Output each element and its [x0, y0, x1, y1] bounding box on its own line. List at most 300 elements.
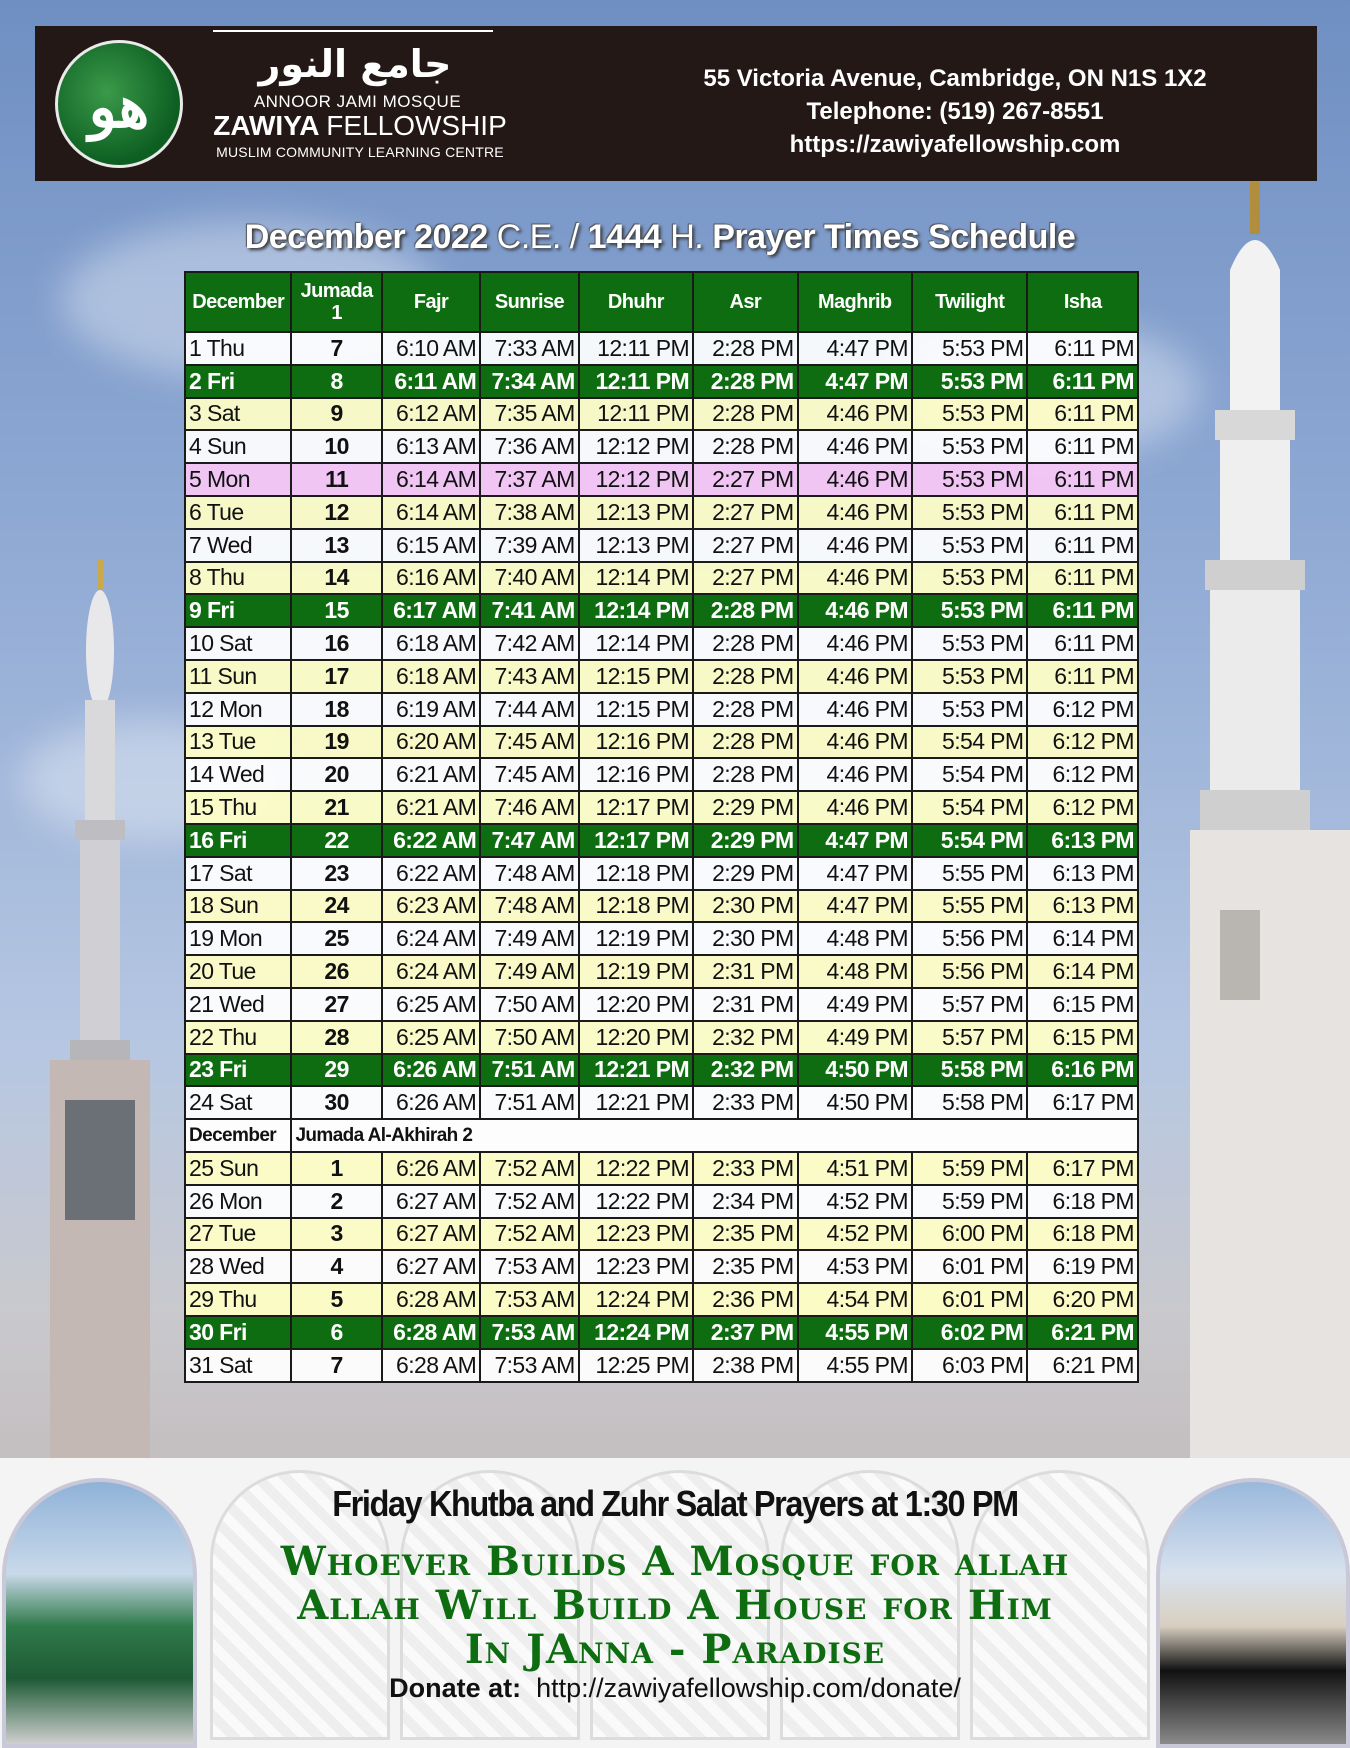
hijri-day-cell: 12	[291, 496, 381, 529]
isha-time-cell: 6:18 PM	[1027, 1185, 1138, 1218]
sunrise-time-cell: 7:52 AM	[480, 1218, 578, 1251]
sunrise-time-cell: 7:40 AM	[480, 562, 578, 595]
hijri-day-cell: 15	[291, 594, 381, 627]
maghrib-time-cell: 4:55 PM	[798, 1349, 912, 1382]
twilight-time-cell: 5:53 PM	[912, 693, 1027, 726]
maghrib-time-cell: 4:49 PM	[798, 1021, 912, 1054]
asr-time-cell: 2:28 PM	[693, 594, 797, 627]
fajr-time-cell: 6:26 AM	[382, 1086, 480, 1119]
asr-time-cell: 2:33 PM	[693, 1086, 797, 1119]
twilight-time-cell: 5:59 PM	[912, 1185, 1027, 1218]
day-cell: 21 Wed	[185, 988, 291, 1021]
sunrise-time-cell: 7:53 AM	[480, 1349, 578, 1382]
isha-time-cell: 6:11 PM	[1027, 365, 1138, 398]
hijri-day-cell: 1	[291, 1152, 381, 1185]
hijri-day-cell: 13	[291, 529, 381, 562]
fajr-time-cell: 6:25 AM	[382, 1021, 480, 1054]
twilight-time-cell: 5:59 PM	[912, 1152, 1027, 1185]
table-row	[185, 332, 1138, 365]
hijri-day-cell: 28	[291, 1021, 381, 1054]
sunrise-time-cell: 7:52 AM	[480, 1185, 578, 1218]
asr-time-cell: 2:27 PM	[693, 529, 797, 562]
asr-time-cell: 2:28 PM	[693, 430, 797, 463]
fajr-time-cell: 6:24 AM	[382, 955, 480, 988]
col-header: Isha	[1027, 272, 1138, 332]
fajr-time-cell: 6:28 AM	[382, 1316, 480, 1349]
maghrib-time-cell: 4:49 PM	[798, 988, 912, 1021]
asr-time-cell: 2:31 PM	[693, 988, 797, 1021]
maghrib-time-cell: 4:46 PM	[798, 726, 912, 759]
hijri-day-cell: 29	[291, 1054, 381, 1087]
table-row	[185, 1349, 1138, 1382]
maghrib-time-cell: 4:46 PM	[798, 791, 912, 824]
maghrib-time-cell: 4:46 PM	[798, 627, 912, 660]
hijri-day-cell: 30	[291, 1086, 381, 1119]
day-cell: 27 Tue	[185, 1218, 291, 1251]
table-row	[185, 1021, 1138, 1054]
asr-time-cell: 2:35 PM	[693, 1218, 797, 1251]
sunrise-time-cell: 7:36 AM	[480, 430, 578, 463]
maghrib-time-cell: 4:47 PM	[798, 824, 912, 857]
asr-time-cell: 2:28 PM	[693, 660, 797, 693]
twilight-time-cell: 5:56 PM	[912, 922, 1027, 955]
sunrise-time-cell: 7:53 AM	[480, 1283, 578, 1316]
isha-time-cell: 6:11 PM	[1027, 430, 1138, 463]
day-cell: 30 Fri	[185, 1316, 291, 1349]
hijri-day-cell: 23	[291, 857, 381, 890]
asr-time-cell: 2:37 PM	[693, 1316, 797, 1349]
isha-time-cell: 6:12 PM	[1027, 726, 1138, 759]
asr-time-cell: 2:28 PM	[693, 398, 797, 431]
hijri-day-cell: 9	[291, 398, 381, 431]
hijri-day-cell: 20	[291, 758, 381, 791]
asr-time-cell: 2:30 PM	[693, 890, 797, 923]
isha-time-cell: 6:13 PM	[1027, 857, 1138, 890]
isha-time-cell: 6:21 PM	[1027, 1316, 1138, 1349]
fajr-time-cell: 6:22 AM	[382, 857, 480, 890]
table-row	[185, 1218, 1138, 1251]
twilight-time-cell: 5:55 PM	[912, 890, 1027, 923]
dhuhr-time-cell: 12:18 PM	[579, 890, 693, 923]
maghrib-time-cell: 4:47 PM	[798, 332, 912, 365]
hijri-day-cell: 10	[291, 430, 381, 463]
hijri-day-cell: 5	[291, 1283, 381, 1316]
fajr-time-cell: 6:27 AM	[382, 1218, 480, 1251]
twilight-time-cell: 5:53 PM	[912, 496, 1027, 529]
twilight-time-cell: 5:54 PM	[912, 824, 1027, 857]
twilight-time-cell: 6:03 PM	[912, 1349, 1027, 1382]
fajr-time-cell: 6:17 AM	[382, 594, 480, 627]
isha-time-cell: 6:14 PM	[1027, 922, 1138, 955]
dhuhr-time-cell: 12:17 PM	[579, 791, 693, 824]
asr-time-cell: 2:33 PM	[693, 1152, 797, 1185]
maghrib-time-cell: 4:50 PM	[798, 1086, 912, 1119]
dhuhr-time-cell: 12:11 PM	[579, 365, 693, 398]
isha-time-cell: 6:14 PM	[1027, 955, 1138, 988]
organization-name	[200, 110, 520, 142]
sunrise-time-cell: 7:43 AM	[480, 660, 578, 693]
dhuhr-time-cell: 12:20 PM	[579, 988, 693, 1021]
fajr-time-cell: 6:24 AM	[382, 922, 480, 955]
asr-time-cell: 2:28 PM	[693, 758, 797, 791]
hijri-day-cell: 26	[291, 955, 381, 988]
dhuhr-time-cell: 12:13 PM	[579, 496, 693, 529]
fajr-time-cell: 6:21 AM	[382, 791, 480, 824]
table-row	[185, 365, 1138, 398]
sunrise-time-cell: 7:35 AM	[480, 398, 578, 431]
hijri-day-cell: 17	[291, 660, 381, 693]
twilight-time-cell: 5:54 PM	[912, 726, 1027, 759]
table-row	[185, 627, 1138, 660]
sunrise-time-cell: 7:53 AM	[480, 1316, 578, 1349]
day-cell: 10 Sat	[185, 627, 291, 660]
isha-time-cell: 6:11 PM	[1027, 332, 1138, 365]
maghrib-time-cell: 4:53 PM	[798, 1250, 912, 1283]
twilight-time-cell: 5:56 PM	[912, 955, 1027, 988]
day-cell: 12 Mon	[185, 693, 291, 726]
title-h: H.	[661, 218, 713, 256]
fajr-time-cell: 6:27 AM	[382, 1185, 480, 1218]
isha-time-cell: 6:12 PM	[1027, 758, 1138, 791]
maghrib-time-cell: 4:46 PM	[798, 430, 912, 463]
twilight-time-cell: 6:02 PM	[912, 1316, 1027, 1349]
fajr-time-cell: 6:28 AM	[382, 1283, 480, 1316]
dhuhr-time-cell: 12:21 PM	[579, 1054, 693, 1087]
table-row	[185, 496, 1138, 529]
col-header: Asr	[693, 272, 797, 332]
sunrise-time-cell: 7:38 AM	[480, 496, 578, 529]
asr-time-cell: 2:28 PM	[693, 726, 797, 759]
maghrib-time-cell: 4:46 PM	[798, 594, 912, 627]
day-cell: 31 Sat	[185, 1349, 291, 1382]
day-cell: 5 Mon	[185, 463, 291, 496]
fajr-time-cell: 6:12 AM	[382, 398, 480, 431]
twilight-time-cell: 5:58 PM	[912, 1086, 1027, 1119]
fajr-time-cell: 6:11 AM	[382, 365, 480, 398]
day-cell: 22 Thu	[185, 1021, 291, 1054]
dhuhr-time-cell: 12:16 PM	[579, 726, 693, 759]
maghrib-time-cell: 4:47 PM	[798, 365, 912, 398]
isha-time-cell: 6:20 PM	[1027, 1283, 1138, 1316]
organization-name-light: FELLOWSHIP	[326, 110, 507, 141]
green-dome-image	[2, 1478, 197, 1748]
col-header: Dhuhr	[579, 272, 693, 332]
twilight-time-cell: 5:53 PM	[912, 529, 1027, 562]
hijri-day-cell: 24	[291, 890, 381, 923]
sunrise-time-cell: 7:34 AM	[480, 365, 578, 398]
verse-line-3: In JAnna - Paradise	[464, 1626, 886, 1673]
dhuhr-time-cell: 12:14 PM	[579, 562, 693, 595]
dhuhr-time-cell: 12:13 PM	[579, 529, 693, 562]
isha-time-cell: 6:11 PM	[1027, 594, 1138, 627]
isha-time-cell: 6:15 PM	[1027, 988, 1138, 1021]
divider-month-label: December	[185, 1119, 291, 1152]
donate-label: Donate at	[389, 1673, 513, 1703]
table-row	[185, 562, 1138, 595]
contact-block	[655, 62, 1255, 161]
fajr-time-cell: 6:18 AM	[382, 660, 480, 693]
dhuhr-time-cell: 12:19 PM	[579, 955, 693, 988]
dhuhr-time-cell: 12:15 PM	[579, 693, 693, 726]
table-header-row	[185, 272, 1138, 332]
dhuhr-time-cell: 12:15 PM	[579, 660, 693, 693]
table-row	[185, 922, 1138, 955]
header-banner	[35, 26, 1317, 181]
sunrise-time-cell: 7:48 AM	[480, 857, 578, 890]
dhuhr-time-cell: 12:20 PM	[579, 1021, 693, 1054]
twilight-time-cell: 5:53 PM	[912, 398, 1027, 431]
asr-time-cell: 2:38 PM	[693, 1349, 797, 1382]
title-ce: C.E. /	[487, 218, 588, 256]
isha-time-cell: 6:11 PM	[1027, 496, 1138, 529]
dhuhr-time-cell: 12:23 PM	[579, 1250, 693, 1283]
day-cell: 25 Sun	[185, 1152, 291, 1185]
isha-time-cell: 6:12 PM	[1027, 693, 1138, 726]
fajr-time-cell: 6:27 AM	[382, 1250, 480, 1283]
twilight-time-cell: 5:53 PM	[912, 562, 1027, 595]
dhuhr-time-cell: 12:16 PM	[579, 758, 693, 791]
twilight-time-cell: 5:57 PM	[912, 1021, 1027, 1054]
table-row	[185, 726, 1138, 759]
page-title	[180, 218, 1140, 257]
hijri-day-cell: 22	[291, 824, 381, 857]
col-header: Maghrib	[798, 272, 912, 332]
maghrib-time-cell: 4:50 PM	[798, 1054, 912, 1087]
twilight-time-cell: 6:01 PM	[912, 1250, 1027, 1283]
hijri-day-cell: 2	[291, 1185, 381, 1218]
day-cell: 4 Sun	[185, 430, 291, 463]
table-row	[185, 1152, 1138, 1185]
hijri-day-cell: 25	[291, 922, 381, 955]
maghrib-time-cell: 4:52 PM	[798, 1218, 912, 1251]
table-row	[185, 1316, 1138, 1349]
day-cell: 3 Sat	[185, 398, 291, 431]
maghrib-time-cell: 4:46 PM	[798, 562, 912, 595]
left-minaret-image	[40, 560, 170, 1460]
day-cell: 19 Mon	[185, 922, 291, 955]
fajr-time-cell: 6:23 AM	[382, 890, 480, 923]
table-row	[185, 988, 1138, 1021]
fajr-time-cell: 6:25 AM	[382, 988, 480, 1021]
hijri-day-cell: 7	[291, 1349, 381, 1382]
dhuhr-time-cell: 12:14 PM	[579, 594, 693, 627]
donate-separator: :	[512, 1673, 537, 1703]
sunrise-time-cell: 7:45 AM	[480, 726, 578, 759]
col-header: Twilight	[912, 272, 1027, 332]
fajr-time-cell: 6:19 AM	[382, 693, 480, 726]
asr-time-cell: 2:36 PM	[693, 1283, 797, 1316]
fajr-time-cell: 6:13 AM	[382, 430, 480, 463]
col-header: Sunrise	[480, 272, 578, 332]
table-row	[185, 758, 1138, 791]
table-row	[185, 660, 1138, 693]
sunrise-time-cell: 7:50 AM	[480, 988, 578, 1021]
day-cell: 15 Thu	[185, 791, 291, 824]
donate-link[interactable]: http://zawiyafellowship.com/donate/	[536, 1673, 961, 1703]
isha-time-cell: 6:21 PM	[1027, 1349, 1138, 1382]
table-row	[185, 1283, 1138, 1316]
table-row	[185, 463, 1138, 496]
sunrise-time-cell: 7:49 AM	[480, 955, 578, 988]
day-cell: 28 Wed	[185, 1250, 291, 1283]
table-row	[185, 594, 1138, 627]
telephone: Telephone: (519) 267-8551	[806, 98, 1104, 125]
verse-line-2: Allah Will Build A House for Him	[297, 1582, 1053, 1629]
fajr-time-cell: 6:15 AM	[382, 529, 480, 562]
twilight-time-cell: 5:53 PM	[912, 660, 1027, 693]
mosque-logo	[55, 40, 183, 168]
hijri-day-cell: 18	[291, 693, 381, 726]
twilight-time-cell: 6:00 PM	[912, 1218, 1027, 1251]
fajr-time-cell: 6:28 AM	[382, 1349, 480, 1382]
asr-time-cell: 2:35 PM	[693, 1250, 797, 1283]
fajr-time-cell: 6:10 AM	[382, 332, 480, 365]
maghrib-time-cell: 4:48 PM	[798, 955, 912, 988]
hijri-day-cell: 19	[291, 726, 381, 759]
fajr-time-cell: 6:26 AM	[382, 1152, 480, 1185]
day-cell: 7 Wed	[185, 529, 291, 562]
sunrise-time-cell: 7:52 AM	[480, 1152, 578, 1185]
asr-time-cell: 2:29 PM	[693, 824, 797, 857]
asr-time-cell: 2:29 PM	[693, 857, 797, 890]
dhuhr-time-cell: 12:14 PM	[579, 627, 693, 660]
table-row	[185, 857, 1138, 890]
dhuhr-time-cell: 12:11 PM	[579, 398, 693, 431]
maghrib-time-cell: 4:46 PM	[798, 758, 912, 791]
twilight-time-cell: 5:54 PM	[912, 791, 1027, 824]
dhuhr-time-cell: 12:12 PM	[579, 463, 693, 496]
isha-time-cell: 6:11 PM	[1027, 562, 1138, 595]
asr-time-cell: 2:29 PM	[693, 791, 797, 824]
asr-time-cell: 2:28 PM	[693, 693, 797, 726]
table-row	[185, 1250, 1138, 1283]
website-link[interactable]: https://zawiyafellowship.com	[789, 131, 1121, 158]
asr-time-cell: 2:28 PM	[693, 365, 797, 398]
verse-line-1: Whoever Builds A Mosque for allah	[280, 1538, 1070, 1585]
title-schedule: Prayer Times Schedule	[712, 218, 1076, 256]
asr-time-cell: 2:31 PM	[693, 955, 797, 988]
hijri-day-cell: 11	[291, 463, 381, 496]
hijri-day-cell: 3	[291, 1218, 381, 1251]
maghrib-time-cell: 4:46 PM	[798, 693, 912, 726]
dhuhr-time-cell: 12:19 PM	[579, 922, 693, 955]
day-cell: 23 Fri	[185, 1054, 291, 1087]
table-row	[185, 890, 1138, 923]
divider-hijri-month: Jumada Al-Akhirah 2	[291, 1119, 1138, 1152]
title-hijri-year: 1444	[587, 218, 662, 256]
day-cell: 8 Thu	[185, 562, 291, 595]
footer	[0, 1458, 1350, 1748]
dhuhr-time-cell: 12:22 PM	[579, 1185, 693, 1218]
maghrib-time-cell: 4:46 PM	[798, 496, 912, 529]
sunrise-time-cell: 7:41 AM	[480, 594, 578, 627]
isha-time-cell: 6:13 PM	[1027, 890, 1138, 923]
dhuhr-time-cell: 12:12 PM	[579, 430, 693, 463]
sunrise-time-cell: 7:45 AM	[480, 758, 578, 791]
twilight-time-cell: 5:53 PM	[912, 430, 1027, 463]
table-row	[185, 955, 1138, 988]
month-divider-row	[185, 1119, 1138, 1152]
dhuhr-time-cell: 12:24 PM	[579, 1283, 693, 1316]
twilight-time-cell: 6:01 PM	[912, 1283, 1027, 1316]
col-header: December	[185, 272, 291, 332]
maghrib-time-cell: 4:46 PM	[798, 660, 912, 693]
day-cell: 14 Wed	[185, 758, 291, 791]
isha-time-cell: 6:17 PM	[1027, 1086, 1138, 1119]
maghrib-time-cell: 4:51 PM	[798, 1152, 912, 1185]
fajr-time-cell: 6:14 AM	[382, 463, 480, 496]
maghrib-time-cell: 4:46 PM	[798, 463, 912, 496]
isha-time-cell: 6:15 PM	[1027, 1021, 1138, 1054]
asr-time-cell: 2:28 PM	[693, 332, 797, 365]
isha-time-cell: 6:11 PM	[1027, 398, 1138, 431]
logo-calligraphy: هو	[88, 73, 150, 141]
sunrise-time-cell: 7:48 AM	[480, 890, 578, 923]
right-minaret-image	[1160, 150, 1350, 1470]
isha-time-cell: 6:18 PM	[1027, 1218, 1138, 1251]
fajr-time-cell: 6:20 AM	[382, 726, 480, 759]
isha-time-cell: 6:16 PM	[1027, 1054, 1138, 1087]
table-row	[185, 430, 1138, 463]
prayer-times-table	[184, 271, 1139, 1383]
isha-time-cell: 6:11 PM	[1027, 627, 1138, 660]
table-row	[185, 398, 1138, 431]
isha-time-cell: 6:11 PM	[1027, 463, 1138, 496]
organization-subtitle: MUSLIM COMMUNITY LEARNING CENTRE	[216, 144, 504, 160]
maghrib-time-cell: 4:55 PM	[798, 1316, 912, 1349]
friday-prayer-notice: Friday Khutba and Zuhr Salat Prayers at 1:30 PM	[332, 1483, 1018, 1524]
fajr-time-cell: 6:18 AM	[382, 627, 480, 660]
day-cell: 2 Fri	[185, 365, 291, 398]
maghrib-time-cell: 4:47 PM	[798, 857, 912, 890]
hijri-day-cell: 8	[291, 365, 381, 398]
isha-time-cell: 6:11 PM	[1027, 660, 1138, 693]
day-cell: 17 Sat	[185, 857, 291, 890]
hijri-day-cell: 7	[291, 332, 381, 365]
dhuhr-time-cell: 12:17 PM	[579, 824, 693, 857]
dhuhr-time-cell: 12:24 PM	[579, 1316, 693, 1349]
isha-time-cell: 6:17 PM	[1027, 1152, 1138, 1185]
isha-time-cell: 6:13 PM	[1027, 824, 1138, 857]
dhuhr-time-cell: 12:11 PM	[579, 332, 693, 365]
mosque-name: ANNOOR JAMI MOSQUE	[253, 92, 462, 111]
asr-time-cell: 2:28 PM	[693, 627, 797, 660]
title-month: December 2022	[244, 218, 488, 256]
maghrib-time-cell: 4:47 PM	[798, 890, 912, 923]
day-cell: 26 Mon	[185, 1185, 291, 1218]
sunrise-time-cell: 7:37 AM	[480, 463, 578, 496]
col-header: Jumada 1	[291, 272, 381, 332]
day-cell: 11 Sun	[185, 660, 291, 693]
fajr-time-cell: 6:22 AM	[382, 824, 480, 857]
dhuhr-time-cell: 12:23 PM	[579, 1218, 693, 1251]
day-cell: 13 Tue	[185, 726, 291, 759]
arabic-name: جامع النور	[258, 42, 452, 86]
sunrise-time-cell: 7:51 AM	[480, 1054, 578, 1087]
maghrib-time-cell: 4:46 PM	[798, 398, 912, 431]
maghrib-time-cell: 4:48 PM	[798, 922, 912, 955]
table-row	[185, 693, 1138, 726]
twilight-time-cell: 5:55 PM	[912, 857, 1027, 890]
sunrise-time-cell: 7:49 AM	[480, 922, 578, 955]
table-row	[185, 529, 1138, 562]
sunrise-time-cell: 7:51 AM	[480, 1086, 578, 1119]
table-row	[185, 1086, 1138, 1119]
sunrise-time-cell: 7:42 AM	[480, 627, 578, 660]
twilight-time-cell: 5:53 PM	[912, 627, 1027, 660]
fajr-time-cell: 6:21 AM	[382, 758, 480, 791]
hijri-day-cell: 16	[291, 627, 381, 660]
